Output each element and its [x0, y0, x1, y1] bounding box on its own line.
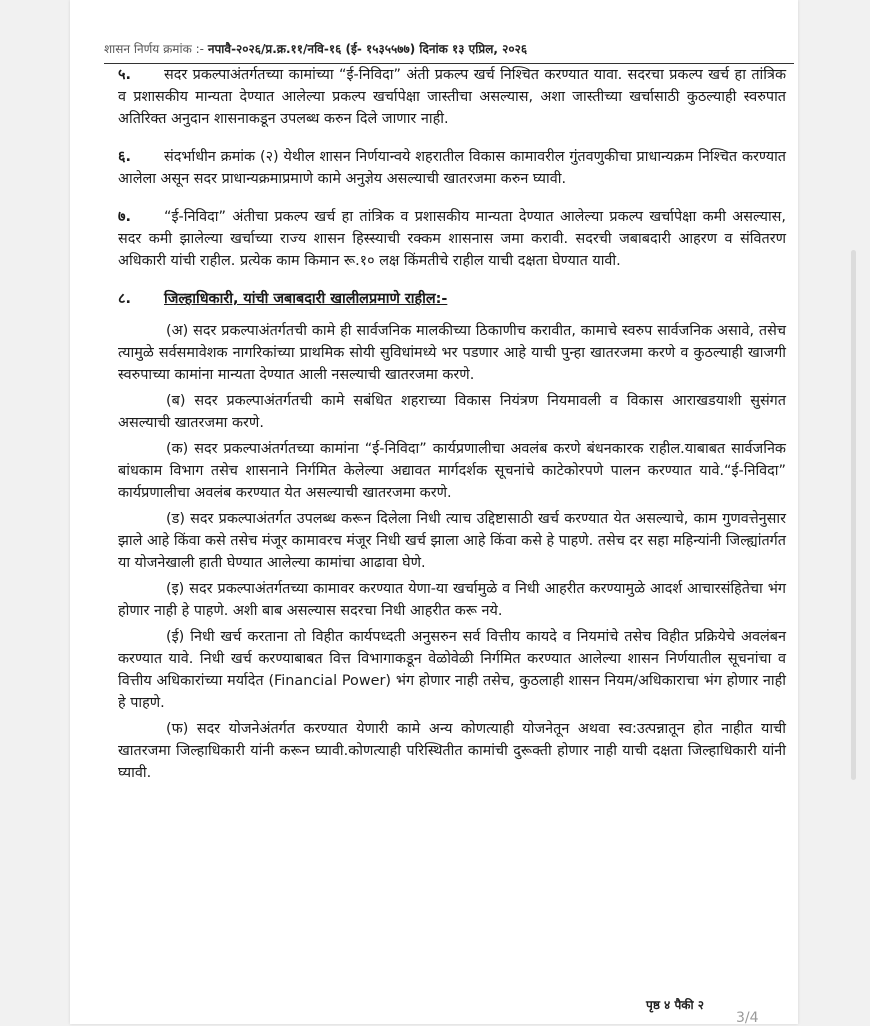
clause-6	[118, 146, 786, 190]
document-page	[70, 0, 798, 1024]
clause-number: ८.	[118, 291, 131, 307]
page-footer: पृष्ठ ४ पैकी २	[646, 998, 705, 1012]
scrollbar-thumb[interactable]	[851, 250, 856, 780]
subclause-ph: (फ) सदर योजनेअंतर्गत करण्यात येणारी कामे अन्य कोणत्याही योजनेतून अथवा स्व:उत्पन्नातून होत नाहीत याची खातरजमा जिल्हाधिकारी यांनी करून घ्यावी.कोणत्याही परिस्थितीत कामांची दुरूक्ती होणार नाही याची दक्षता जिल्हाधिकारी यांनी घ्यावी.	[118, 721, 786, 781]
clause-number: ५.	[118, 67, 131, 83]
subclause-i: (इ) सदर प्रकल्पाअंतर्गतच्या कामावर करण्यात येणा-या खर्चामुळे व निधी आहरीत करण्यामुळे आदर्श आचारसंहितेचा भंग होणार नाही हे पाहणे. अशी बाब असल्यास सदरचा निधी आहरीत करू नये.	[118, 581, 786, 619]
clause-number: ६.	[118, 149, 131, 165]
subclause-b: (ब) सदर प्रकल्पाअंतर्गतची कामे सबंधित शहराच्या विकास नियंत्रण नियमावली व विकास आराखडयाशी सुसंगत असल्याची खातरजमा करणे.	[118, 393, 786, 431]
clause-5	[118, 64, 786, 130]
clause-number: ७.	[118, 209, 131, 225]
document-body	[118, 64, 786, 788]
clause-text: सदर प्रकल्पाअंतर्गतच्या कामांच्या “ई-निविदा” अंती प्रकल्प खर्च निश्चित करण्यात यावा. सदरचा प्रकल्प खर्च हा तांत्रिक व प्रशासकीय मान्यता देण्यात आलेल्या प्रकल्प खर्चापेक्षा जास्तीचा असल्यास, अशा जास्तीच्या खर्चासाठी कुठल्याही स्वरुपात अतिरिक्त अनुदान शासनाकडून उपलब्ध करुन दिले जाणार नाही.	[118, 67, 786, 127]
header-prefix: शासन निर्णय क्रमांक :-	[104, 42, 204, 56]
header-gr-number: नपावै-२०२६/प्र.क्र.११/नवि-१६ (ई- १५३५५७७) दिनांक १३ एप्रिल, २०२६	[207, 42, 528, 56]
subclause-d: (ड) सदर प्रकल्पाअंतर्गत उपलब्ध करून दिलेला निधी त्याच उद्दिष्टासाठी खर्च करण्यात येत असल्याचे, काम गुणवत्तेनुसार झाले आहे किंवा कसे तसेच मंजूर कामावरच मंजूर निधी खर्च झाला आहे किंवा कसे हे पाहणे. तसेच दर सहा महिन्यांनी जिल्ह्यांतर्गत या योजनेखाली हाती घेण्यात आलेल्या कामांचा आढावा घेणे.	[118, 511, 786, 571]
clause-8-heading	[118, 288, 786, 310]
clause-text: संदर्भाधीन क्रमांक (२) येथील शासन निर्णयान्वये शहरातील विकास कामावरील गुंतवणुकीचा प्राधान्यक्रम निश्चित करण्यात आलेला असून सदर प्राधान्यक्रमाप्रमाणे कामे अनुज्ञेय असल्याची खातरजमा करुन घ्यावी.	[118, 149, 787, 187]
page-header	[104, 40, 794, 57]
subclause-ii: (ई) निधी खर्च करताना तो विहीत कार्यपध्दती अनुसरुन सर्व वित्तीय कायदे व नियमांचे तसेच विहीत प्रक्रियेचे अवलंबन करण्यात यावे. निधी खर्च करण्याबाबत वित्त विभागाकडून वेळोवेळी निर्गमित करण्यात आलेल्या शासन निर्णयातील सूचनांचा व वित्तीय अधिकारांच्या मर्यादेत (Financial Power) भंग होणार नाही तसेच, कुठलाही शासन नियम/अधिकाराचा भंग होणार नाही हे पाहणे.	[118, 629, 786, 711]
page-indicator: 3/4	[736, 1010, 759, 1026]
subclause-k: (क) सदर प्रकल्पाअंतर्गतच्या कामांना “ई-निविदा” कार्यप्रणालीचा अवलंब करणे बंधनकारक राहील.याबाबत सार्वजनिक बांधकाम विभाग तसेच शासनाने निर्गमित केलेल्या अद्यावत मार्गदर्शक सूचनांचे काटेकोरपणे पालन करण्यात यावे.“ई-निविदा” कार्यप्रणालीचा अवलंब करण्यात येत असल्याची खातरजमा करणे.	[118, 441, 786, 501]
clause-text: “ई-निविदा” अंतीचा प्रकल्प खर्च हा तांत्रिक व प्रशासकीय मान्यता देण्यात आलेल्या प्रकल्प खर्चापेक्षा कमी असल्यास, सदर कमी झालेल्या खर्चाच्या राज्य शासन हिस्स्याची रक्कम शासनास जमा करावी. सदरची जबाबदारी आहरण व संवितरण अधिकारी यांची राहील. प्रत्येक काम किमान रू.१० लक्ष किंमतीचे राहील याची दक्षता घेण्यात यावी.	[118, 209, 786, 269]
clause-7	[118, 206, 786, 272]
subclause-a: (अ) सदर प्रकल्पाअंतर्गतची कामे ही सार्वजनिक मालकीच्या ठिकाणीच करावीत, कामाचे स्वरुप सार्वजनिक असावे, तसेच त्यामुळे सर्वसमावेशक नागरिकांच्या प्राथमिक सोयी सुविधांमध्ये भर पडणार आहे याची पुन्हा खातरजमा करणे व कुठल्याही खाजगी स्वरुपाच्या कामांना मान्यता देण्यात आली नसल्याची खातरजमा करणे.	[118, 323, 786, 383]
section-heading: जिल्हाधिकारी, यांची जबाबदारी खालीलप्रमाणे राहील:-	[164, 291, 448, 307]
